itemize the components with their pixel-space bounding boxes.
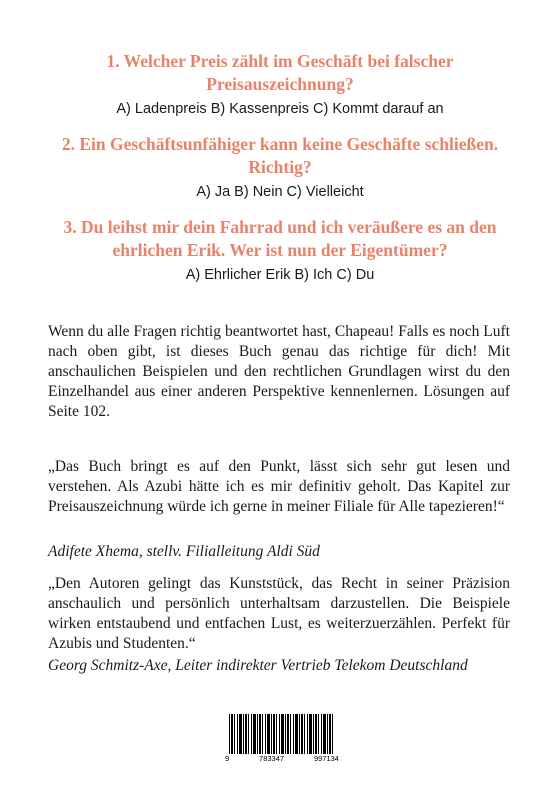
testimonial-quote-2: „Den Autoren gelingt das Kunststück, das Recht in seiner Präzision anschaulich und persönlich unterhaltsam darzustellen. Die Beispiele wirken entstaubend und entfachen Lust, es weiterzuerzählen. Perfekt für Azubis und Studenten.“ xyxy=(48,575,510,652)
barcode-group-2: 997134 xyxy=(313,754,339,763)
barcode-digits xyxy=(225,754,339,763)
quiz-answers-3: A) Ehrlicher Erik B) Ich C) Du xyxy=(185,267,375,283)
quiz-question-3: 3. Du leihst mir dein Fahrrad und ich veräußere es an den ehrlichen Erik. Wer ist nun der Eigentümer? xyxy=(63,217,497,260)
quiz-question-1: 1. Welcher Preis zählt im Geschäft bei falscher Preisauszeichnung? xyxy=(106,51,454,94)
testimonial-attribution-2: Georg Schmitz-Axe, Leiter indirekter Vertrieb Telekom Deutschland xyxy=(48,657,468,674)
quiz-answers-1: A) Ladenpreis B) Kassenpreis C) Kommt darauf an xyxy=(116,101,444,117)
testimonial-attribution-1: Adifete Xhema, stellv. Filialleitung Aldi Süd xyxy=(48,543,320,560)
barcode-prefix: 9 xyxy=(225,754,230,763)
isbn-barcode xyxy=(225,714,339,766)
barcode-group-1: 783347 xyxy=(259,754,285,763)
quiz-answers-2: A) Ja B) Nein C) Vielleicht xyxy=(196,184,364,200)
intro-paragraph: Wenn du alle Fragen richtig beantwortet hast, Chapeau! Falls es noch Luft nach oben gibt, ist dieses Buch genau das richtige für dich! Mit anschaulichen Beispielen und den rechtlichen Grundlagen wirst du den Einzelhandel aus einer anderen Perspektive kennenlernen. Lösungen auf Seite 102. xyxy=(48,323,510,420)
testimonial-quote-1: „Das Buch bringt es auf den Punkt, lässt sich sehr gut lesen und verstehen. Als Azubi hätte ich es mir definitiv geholt. Das Kapitel zur Preisauszeichnung würde ich gerne in meiner Filiale für Alle tapezieren!“ xyxy=(48,458,510,515)
barcode-bars xyxy=(229,714,335,754)
quiz-question-2: 2. Ein Geschäftsunfähiger kann keine Geschäfte schließen. Richtig? xyxy=(61,134,499,177)
